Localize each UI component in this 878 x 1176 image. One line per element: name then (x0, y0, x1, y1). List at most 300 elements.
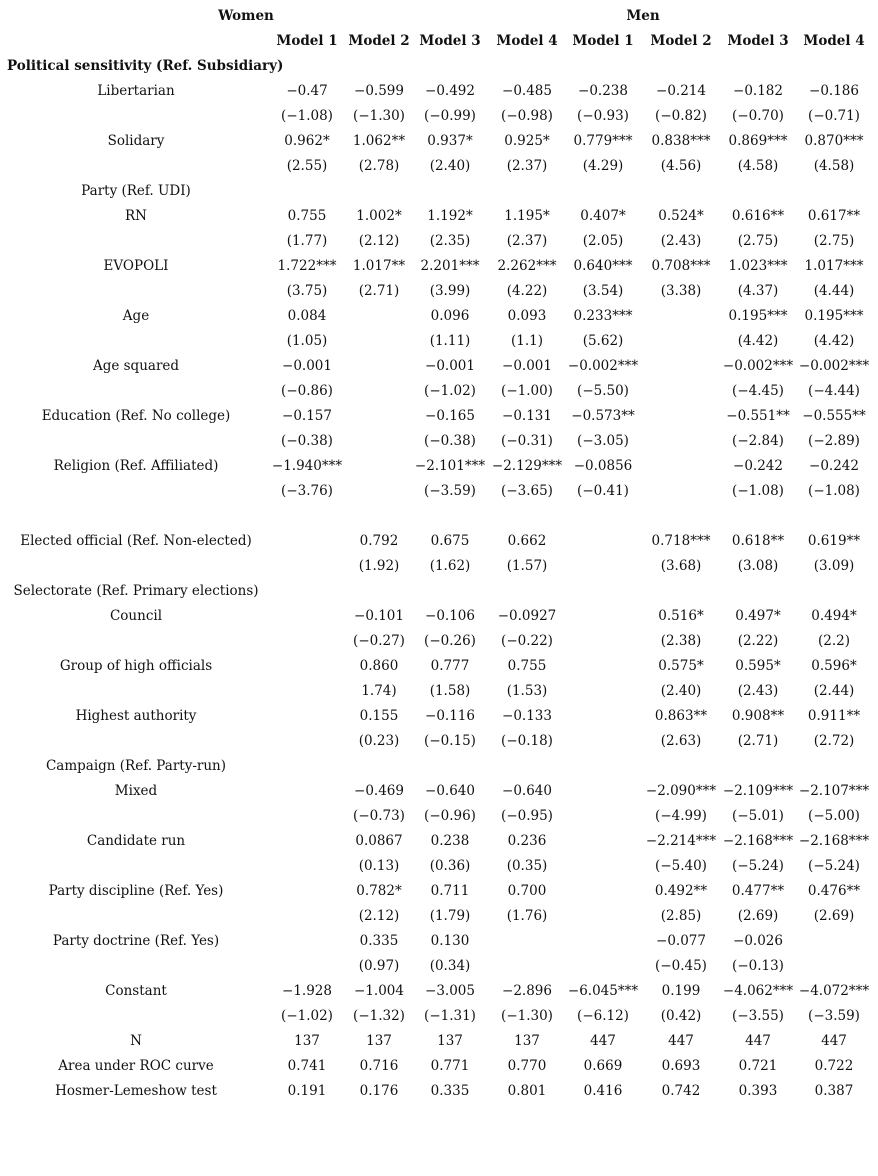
coef-cell: −0.573** (571, 408, 635, 424)
table-row (0, 429, 878, 454)
table-row (0, 1054, 878, 1079)
coef-cell: −2.109*** (722, 783, 794, 799)
table-row (0, 554, 878, 579)
coef-cell: 0.575* (658, 658, 704, 674)
coef-cell: −0.106 (425, 608, 475, 624)
coef-cell: 0.937* (427, 133, 473, 149)
table-row (0, 379, 878, 404)
stat-cell: (2.71) (737, 733, 779, 749)
stat-cell: (4.42) (737, 333, 779, 349)
coef-cell: 0.860 (359, 658, 399, 674)
stat-cell: (−2.84) (732, 433, 784, 449)
coef-cell: 0.779*** (573, 133, 633, 149)
table-row (0, 204, 878, 229)
stat-cell: (−0.71) (808, 108, 860, 124)
coef-cell: 0.155 (359, 708, 399, 724)
stat-cell: (−0.26) (424, 633, 476, 649)
stat-cell: (3.99) (429, 283, 471, 299)
table-row (0, 854, 878, 879)
coef-cell: −0.001 (282, 358, 332, 374)
stat-cell: (4.58) (737, 158, 779, 174)
row-label: Party discipline (Ref. Yes) (48, 883, 224, 899)
coef-cell: −0.492 (425, 83, 475, 99)
stat-cell: (−4.45) (732, 383, 784, 399)
coef-cell: −0.116 (425, 708, 475, 724)
coef-cell: 0.700 (507, 883, 547, 899)
table-row (0, 304, 878, 329)
coef-cell: 0.407* (580, 208, 626, 224)
row-label: Area under ROC curve (58, 1058, 214, 1074)
table-row (0, 1029, 878, 1054)
stat-cell: (4.58) (813, 158, 855, 174)
row-label: Highest authority (75, 708, 197, 724)
coef-cell: 0.494* (811, 608, 857, 624)
table-row (0, 454, 878, 479)
stat-cell: (2.37) (506, 233, 548, 249)
coef-cell: 1.002* (356, 208, 402, 224)
coef-cell: 0.618** (731, 533, 785, 549)
coef-cell: 0.616** (731, 208, 785, 224)
stat-cell: (−1.00) (501, 383, 553, 399)
subgroup-label: Party (Ref. UDI) (81, 183, 191, 199)
stat-cell: (1.11) (429, 333, 471, 349)
table-row (0, 1079, 878, 1104)
coef-cell: 0.233*** (573, 308, 633, 324)
coef-cell: −0.555** (802, 408, 866, 424)
stat-cell: (2.05) (582, 233, 624, 249)
table-row (0, 179, 878, 204)
row-label: Elected official (Ref. Non-elected) (20, 533, 252, 549)
model-header-1: Model 1 (276, 33, 338, 49)
model-header-4: Model 4 (496, 33, 558, 49)
coef-cell: 0.925* (504, 133, 550, 149)
coef-cell: −0.002*** (722, 358, 794, 374)
stat-cell: (−3.76) (281, 483, 333, 499)
coef-cell: 0.516* (658, 608, 704, 624)
stat-cell: (0.36) (429, 858, 471, 874)
coef-cell: 0.497* (735, 608, 781, 624)
stat-cell: (−6.12) (577, 1008, 629, 1024)
stat-cell: (−3.05) (577, 433, 629, 449)
table-row (0, 529, 878, 554)
table-row (0, 729, 878, 754)
stat-cell: (4.42) (813, 333, 855, 349)
stat-cell: (2.44) (813, 683, 855, 699)
coef-cell: 1.722*** (277, 258, 337, 274)
coef-cell: 0.722 (814, 1058, 854, 1074)
row-label: Mixed (114, 783, 158, 799)
subgroup-label: Selectorate (Ref. Primary elections) (13, 583, 259, 599)
coef-cell: 0.708*** (651, 258, 711, 274)
stat-cell: (2.75) (813, 233, 855, 249)
stat-cell: (1.53) (506, 683, 548, 699)
stat-cell: (1.58) (429, 683, 471, 699)
stat-cell: (1.92) (358, 558, 400, 574)
stat-cell: (4.56) (660, 158, 702, 174)
stat-cell: (−1.02) (281, 1008, 333, 1024)
coef-cell: 0.477** (731, 883, 785, 899)
coef-cell: 0.640*** (573, 258, 633, 274)
stat-cell: (2.78) (358, 158, 400, 174)
stat-cell: (2.37) (506, 158, 548, 174)
coef-cell: 0.711 (430, 883, 470, 899)
row-label: Council (109, 608, 163, 624)
row-label: Candidate run (86, 833, 186, 849)
stat-cell: (4.29) (582, 158, 624, 174)
stat-cell: (−5.24) (808, 858, 860, 874)
stat-cell: (1.79) (429, 908, 471, 924)
stat-cell: (−3.65) (501, 483, 553, 499)
coef-cell: 0.669 (583, 1058, 623, 1074)
coef-cell: 0.863** (654, 708, 708, 724)
table-row (0, 604, 878, 629)
table-row (0, 479, 878, 504)
stat-cell: (3.08) (737, 558, 779, 574)
stat-cell: (−1.30) (501, 1008, 553, 1024)
stat-cell: (−2.89) (808, 433, 860, 449)
table-row (0, 254, 878, 279)
stat-cell: (4.37) (737, 283, 779, 299)
model-header-3: Model 3 (419, 33, 481, 49)
coef-cell: 2.201*** (420, 258, 480, 274)
stat-cell: (5.62) (582, 333, 624, 349)
stat-cell: (3.38) (660, 283, 702, 299)
coef-cell: −4.072*** (798, 983, 870, 999)
stat-cell: (2.75) (737, 233, 779, 249)
coef-cell: −0.101 (354, 608, 404, 624)
coef-cell: −2.214*** (645, 833, 717, 849)
row-label: Solidary (107, 133, 165, 149)
stat-cell: (0.23) (358, 733, 400, 749)
stat-cell: (−0.99) (424, 108, 476, 124)
stat-cell: (0.34) (429, 958, 471, 974)
table-row (0, 804, 878, 829)
coef-cell: 0.476** (807, 883, 861, 899)
coef-cell: −2.168*** (798, 833, 870, 849)
section-label: Political sensitivity (Ref. Subsidiary) (7, 58, 284, 74)
table-row (0, 404, 878, 429)
stat-cell: (−5.40) (655, 858, 707, 874)
model-header-2: Model 2 (348, 33, 410, 49)
stat-cell: (3.09) (813, 558, 855, 574)
coef-cell: 0.416 (583, 1083, 623, 1099)
row-label: EVOPOLI (103, 258, 169, 274)
stat-cell: (0.97) (358, 958, 400, 974)
model-header-6: Model 2 (650, 33, 712, 49)
coef-cell: −0.131 (502, 408, 552, 424)
coef-cell: 0.755 (287, 208, 327, 224)
stat-cell: (1.05) (286, 333, 328, 349)
table-row (0, 154, 878, 179)
stat-cell: (1.62) (429, 558, 471, 574)
table-row (0, 229, 878, 254)
stat-cell: (−1.08) (281, 108, 333, 124)
table-row (0, 354, 878, 379)
table-row (0, 679, 878, 704)
stat-cell: (2.72) (813, 733, 855, 749)
coef-cell: −0.47 (286, 83, 328, 99)
stat-cell: (2.35) (429, 233, 471, 249)
coef-cell: 0.911** (807, 708, 861, 724)
coef-cell: 0.492** (654, 883, 708, 899)
coef-cell: 0.195*** (728, 308, 788, 324)
coef-cell: 0.771 (430, 1058, 470, 1074)
coef-cell: 0.199 (661, 983, 701, 999)
stat-cell: (0.13) (358, 858, 400, 874)
stat-cell: (−5.01) (732, 808, 784, 824)
stat-cell: (−4.44) (808, 383, 860, 399)
model-header-8: Model 4 (803, 33, 865, 49)
row-label: Libertarian (97, 83, 175, 99)
coef-cell: 0.617** (807, 208, 861, 224)
table-row (0, 329, 878, 354)
row-label: Constant (105, 983, 167, 999)
coef-cell: 0.387 (814, 1083, 854, 1099)
stat-cell: (−0.22) (501, 633, 553, 649)
stat-cell: (2.63) (660, 733, 702, 749)
coef-cell: −0.0927 (497, 608, 557, 624)
coef-cell: 0.191 (287, 1083, 327, 1099)
stat-cell: (2.55) (286, 158, 328, 174)
coef-cell: 0.093 (507, 308, 547, 324)
table-row (0, 1004, 878, 1029)
row-label: Age squared (92, 358, 180, 374)
coef-cell: 137 (294, 1033, 320, 1049)
coef-cell: 0.176 (359, 1083, 399, 1099)
coef-cell: 0.335 (359, 933, 399, 949)
stat-cell: (−0.82) (655, 108, 707, 124)
coef-cell: 1.017*** (804, 258, 864, 274)
coef-cell: −2.107*** (798, 783, 870, 799)
model-header-5: Model 1 (572, 33, 634, 49)
stat-cell: 1.74) (361, 683, 397, 699)
coef-cell: −2.896 (502, 983, 552, 999)
stat-cell: (−0.15) (424, 733, 476, 749)
coef-cell: 0.741 (287, 1058, 327, 1074)
subgroup-label: Campaign (Ref. Party-run) (45, 758, 227, 774)
coef-cell: 0.619** (807, 533, 861, 549)
coef-cell: −4.062*** (722, 983, 794, 999)
table-row (0, 279, 878, 304)
stat-cell: (3.54) (582, 283, 624, 299)
coef-cell: −0.001 (425, 358, 475, 374)
coef-cell: 0.524* (658, 208, 704, 224)
coef-cell: 447 (745, 1033, 771, 1049)
coef-cell: −2.129*** (491, 458, 563, 474)
table-row (0, 829, 878, 854)
coef-cell: 0.908** (731, 708, 785, 724)
stat-cell: (−1.08) (808, 483, 860, 499)
stat-cell: (−0.27) (353, 633, 405, 649)
table-row (0, 654, 878, 679)
stat-cell: (−0.73) (353, 808, 405, 824)
row-label: Hosmer-Lemeshow test (55, 1083, 217, 1099)
coef-cell: 0.335 (430, 1083, 470, 1099)
coef-cell: −0.182 (733, 83, 783, 99)
stat-cell: (2.69) (737, 908, 779, 924)
coef-cell: 0.838*** (651, 133, 711, 149)
coef-cell: 0.084 (287, 308, 327, 324)
coef-cell: 0.870*** (804, 133, 864, 149)
stat-cell: (2.85) (660, 908, 702, 924)
coef-cell: 1.017** (352, 258, 406, 274)
coef-cell: 0.742 (661, 1083, 701, 1099)
stat-cell: (1.76) (506, 908, 548, 924)
stat-cell: (2.40) (429, 158, 471, 174)
coef-cell: −0.001 (502, 358, 552, 374)
stat-cell: (2.71) (358, 283, 400, 299)
table-row (0, 704, 878, 729)
table-row (0, 954, 878, 979)
stat-cell: (−5.00) (808, 808, 860, 824)
group-header-row (0, 4, 878, 29)
stat-cell: (4.44) (813, 283, 855, 299)
stat-cell: (2.2) (817, 633, 850, 649)
stat-cell: (2.22) (737, 633, 779, 649)
coef-cell: 0.195*** (804, 308, 864, 324)
row-label: Religion (Ref. Affiliated) (53, 458, 219, 474)
coef-cell: −3.005 (425, 983, 475, 999)
coef-cell: −0.186 (809, 83, 859, 99)
coef-cell: 0.962* (284, 133, 330, 149)
stat-cell: (−0.41) (577, 483, 629, 499)
coef-cell: 447 (821, 1033, 847, 1049)
coef-cell: 0.716 (359, 1058, 399, 1074)
coef-cell: 0.130 (430, 933, 470, 949)
stat-cell: (2.43) (737, 683, 779, 699)
stat-cell: (−0.38) (424, 433, 476, 449)
coef-cell: 0.718*** (651, 533, 711, 549)
coef-cell: −0.214 (656, 83, 706, 99)
model-header-row (0, 29, 878, 54)
table-row (0, 54, 878, 79)
coef-cell: 0.782* (356, 883, 402, 899)
coef-cell: 1.023*** (728, 258, 788, 274)
coef-cell: 0.662 (507, 533, 547, 549)
model-header-7: Model 3 (727, 33, 789, 49)
group-men: Men (626, 8, 660, 24)
coef-cell: 2.262*** (497, 258, 557, 274)
coef-cell: −0.640 (425, 783, 475, 799)
stat-cell: (−0.45) (655, 958, 707, 974)
table-row (0, 979, 878, 1004)
stat-cell: (0.35) (506, 858, 548, 874)
coef-cell: −0.242 (733, 458, 783, 474)
coef-cell: 0.869*** (728, 133, 788, 149)
coef-cell: −0.640 (502, 783, 552, 799)
stat-cell: (−0.96) (424, 808, 476, 824)
coef-cell: 0.755 (507, 658, 547, 674)
group-women: Women (218, 8, 274, 24)
stat-cell: (−0.13) (732, 958, 784, 974)
coef-cell: 0.596* (811, 658, 857, 674)
coef-cell: −1.940*** (271, 458, 343, 474)
stat-cell: (1.57) (506, 558, 548, 574)
stat-cell: (1.77) (286, 233, 328, 249)
row-label: Group of high officials (59, 658, 213, 674)
table-row (0, 79, 878, 104)
stat-cell: (−4.99) (655, 808, 707, 824)
stat-cell: (2.38) (660, 633, 702, 649)
coef-cell: 447 (590, 1033, 616, 1049)
row-label: Age (122, 308, 150, 324)
table-row (0, 629, 878, 654)
stat-cell: (−1.08) (732, 483, 784, 499)
table-row (0, 879, 878, 904)
coef-cell: 0.0867 (355, 833, 403, 849)
stat-cell: (−1.02) (424, 383, 476, 399)
coef-cell: 0.770 (507, 1058, 547, 1074)
coef-cell: −0.002*** (567, 358, 639, 374)
coef-cell: −1.928 (282, 983, 332, 999)
stat-cell: (−3.59) (424, 483, 476, 499)
stat-cell: (−0.98) (501, 108, 553, 124)
coef-cell: 0.393 (738, 1083, 778, 1099)
table-row (0, 504, 878, 529)
coef-cell: 1.192* (427, 208, 473, 224)
table-row (0, 779, 878, 804)
coef-cell: −0.133 (502, 708, 552, 724)
coef-cell: 1.062** (352, 133, 406, 149)
stat-cell: (−5.50) (577, 383, 629, 399)
row-label: N (130, 1033, 142, 1049)
coef-cell: −0.157 (282, 408, 332, 424)
stat-cell: (−0.93) (577, 108, 629, 124)
table-row (0, 754, 878, 779)
stat-cell: (−3.59) (808, 1008, 860, 1024)
coef-cell: −0.485 (502, 83, 552, 99)
coef-cell: −0.242 (809, 458, 859, 474)
coef-cell: 0.693 (661, 1058, 701, 1074)
coef-cell: −0.165 (425, 408, 475, 424)
stat-cell: (−0.86) (281, 383, 333, 399)
coef-cell: 447 (668, 1033, 694, 1049)
coef-cell: −0.077 (656, 933, 706, 949)
stat-cell: (2.12) (358, 908, 400, 924)
table-row (0, 579, 878, 604)
stat-cell: (−0.70) (732, 108, 784, 124)
coef-cell: −1.004 (354, 983, 404, 999)
stat-cell: (2.40) (660, 683, 702, 699)
row-label: Education (Ref. No college) (41, 408, 231, 424)
coef-cell: 0.792 (359, 533, 399, 549)
coef-cell: −2.101*** (414, 458, 486, 474)
stat-cell: (−0.95) (501, 808, 553, 824)
coef-cell: −0.551** (726, 408, 790, 424)
coef-cell: −0.0856 (573, 458, 633, 474)
coef-cell: 1.195* (504, 208, 550, 224)
stat-cell: (−1.32) (353, 1008, 405, 1024)
stat-cell: (−0.38) (281, 433, 333, 449)
stat-cell: (−0.31) (501, 433, 553, 449)
table-row (0, 129, 878, 154)
table-row (0, 904, 878, 929)
coef-cell: 0.777 (430, 658, 470, 674)
coef-cell: −6.045*** (567, 983, 639, 999)
coef-cell: 0.096 (430, 308, 470, 324)
stat-cell: (4.22) (506, 283, 548, 299)
coef-cell: −0.026 (733, 933, 783, 949)
coef-cell: 0.721 (738, 1058, 778, 1074)
stat-cell: (−1.31) (424, 1008, 476, 1024)
coef-cell: 0.238 (430, 833, 470, 849)
row-label: Party doctrine (Ref. Yes) (52, 933, 220, 949)
coef-cell: −0.238 (578, 83, 628, 99)
coef-cell: −0.469 (354, 783, 404, 799)
stat-cell: (0.42) (660, 1008, 702, 1024)
coef-cell: 137 (437, 1033, 463, 1049)
stat-cell: (2.69) (813, 908, 855, 924)
